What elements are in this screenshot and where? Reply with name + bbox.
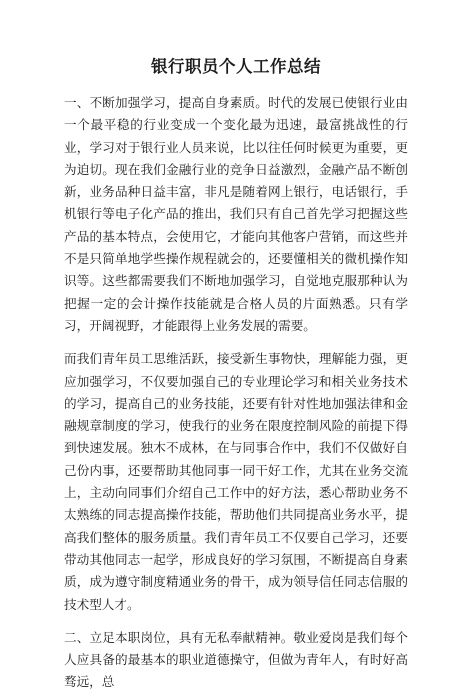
paragraph-3: 二、立足本职岗位，具有无私奉献精神。敬业爱岗是我们每个人应具备的最基本的职业道德操守，但做为青年人，有时好高骛远，总 [64, 629, 408, 690]
document-title: 银行职员个人工作总结 [151, 57, 321, 76]
paragraph-2: 而我们青年员工思维活跃，接受新生事物快，理解能力强，更应加强学习，不仅要加强自己的专业理论学习和相关业务技术的学习，提高自己的业务技能，还要有针对性地加强法律和金融规章制度的学习，使我行的业务在限度控制风险的前提下得到快速发展。独木不成林，在与同事合作中，我们不仅做好自己份内事，还要帮助其他同事一同干好工作，尤其在业务交流上，主动向同事们介绍自己工作中的好方法，悉心帮助业务不太熟练的同志提高操作技能，帮助他们共同提高业务水平，提高我们整体的服务质量。我们青年员工不仅要自己学习，还要带动其他同志一起学，形成良好的学习氛围，不断提高自身素质，成为遵守制度精通业务的骨干，成为领导信任同志信服的技术型人才。 [64, 351, 408, 612]
paragraph-1: 一、不断加强学习，提高自身素质。时代的发展已使银行业由一个最平稳的行业变成一个变化最为迅速，最富挑战性的行业，学习对于银行业人员来说，比以往任何时候更为重要，更为迫切。现在我们金融行业的竞争日益激烈，金融产品不断创新，业务品种日益丰富，非凡是随着网上银行，电话银行，手机银行等电子化产品的推出，我们只有自己首先学习把握这些产品的基本特点，会使用它，才能向其他客户营销，而这些并不是只简单地学些操作规程就会的，还要懂相关的微机操作知识等。这些都需要我们不断地加强学习，自觉地克服那种认为把握一定的会计操作技能就是合格人员的片面熟悉。只有学习，开阔视野，才能跟得上业务发展的需要。 [64, 95, 408, 333]
